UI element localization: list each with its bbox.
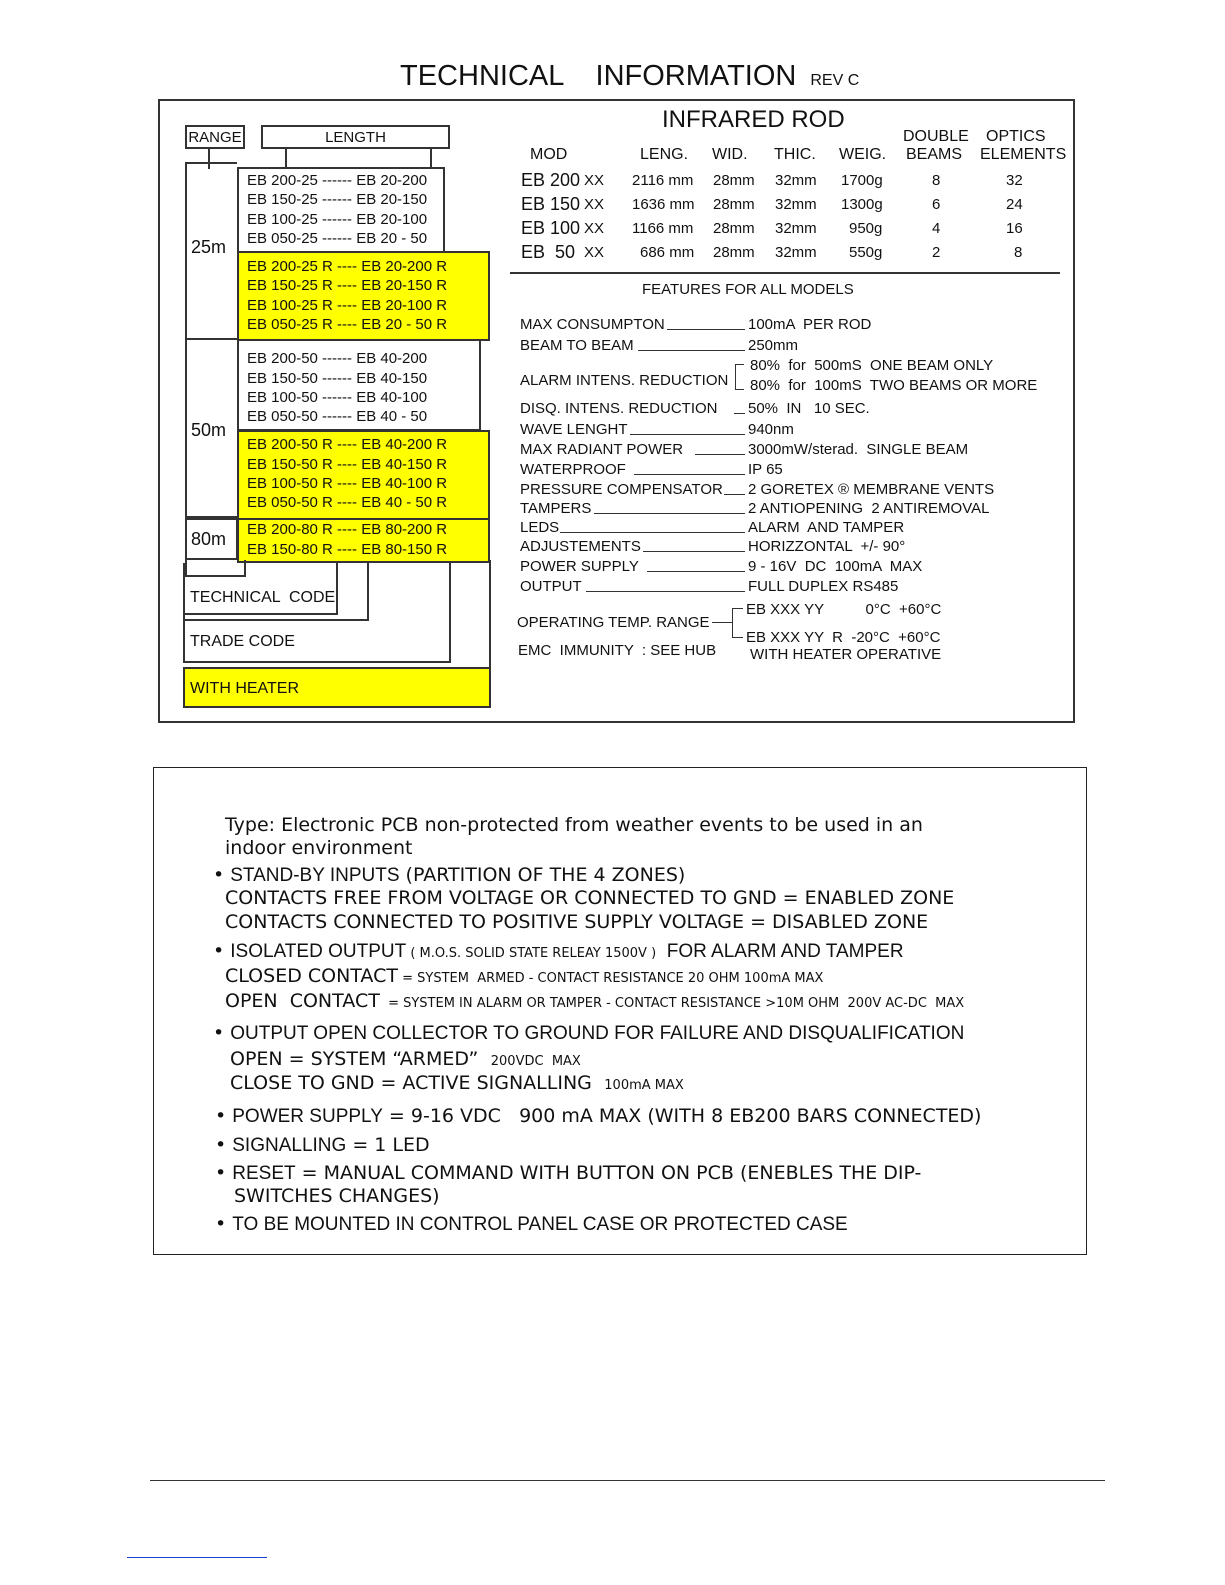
feature-key: BEAM TO BEAM bbox=[520, 337, 634, 354]
with-heater-side bbox=[489, 560, 491, 670]
closed-contact-line bbox=[225, 965, 823, 990]
col-beams-2: BEAMS bbox=[906, 146, 963, 163]
cell-beams: 4 bbox=[932, 220, 941, 237]
col-optics-1: OPTICS bbox=[986, 128, 1046, 145]
code-line: EB 200-50 ------ EB 40-200 bbox=[247, 350, 428, 367]
code-line-heater: EB 150-50 R ---- EB 40-150 R bbox=[247, 456, 448, 473]
bullet: • bbox=[215, 1134, 233, 1156]
bullet: • bbox=[213, 864, 231, 886]
feature-value: IP 65 bbox=[748, 461, 783, 478]
feature-value: 250mm bbox=[748, 337, 799, 354]
trade-code-label: TRADE CODE bbox=[190, 633, 295, 650]
length-header bbox=[261, 125, 450, 149]
ps-key: POWER SUPPLY bbox=[232, 1106, 383, 1127]
col-thic: THIC. bbox=[774, 146, 816, 163]
cell-optics: 24 bbox=[1006, 196, 1023, 213]
oc-line-2 bbox=[230, 1072, 684, 1097]
page-title bbox=[400, 60, 859, 93]
leader-line bbox=[695, 454, 745, 455]
feature-value: 9 - 16V DC 100mA MAX bbox=[748, 558, 923, 575]
open-contact-line bbox=[225, 990, 964, 1015]
range-header bbox=[185, 125, 245, 149]
feature-key: OUTPUT bbox=[520, 578, 582, 595]
cell-wid: 28mm bbox=[713, 220, 755, 237]
cell-optics: 32 bbox=[1006, 172, 1023, 189]
open-key: OPEN CONTACT bbox=[225, 990, 380, 1012]
feature-key: MAX RADIANT POWER bbox=[520, 441, 684, 458]
code-line-heater: EB 100-50 R ---- EB 40-100 R bbox=[247, 475, 448, 492]
cell-beams: 6 bbox=[932, 196, 941, 213]
cell-weig: 1300g bbox=[841, 196, 883, 213]
leader-line bbox=[647, 571, 745, 572]
cell-xx: XX bbox=[584, 244, 605, 261]
col-mod: MOD bbox=[530, 146, 568, 163]
oc-open-spec: 200VDC MAX bbox=[478, 1054, 581, 1069]
code-line-heater: EB 150-25 R ---- EB 20-150 R bbox=[247, 277, 448, 294]
mount-text: TO BE MOUNTED IN CONTROL PANEL CASE OR PROTECTED CASE bbox=[232, 1214, 848, 1235]
standby-line-2: CONTACTS CONNECTED TO POSITIVE SUPPLY VOLTAGE = DISABLED ZONE bbox=[225, 911, 929, 933]
iso-title: ISOLATED OUTPUT bbox=[230, 941, 407, 962]
type-line-1: Type: Electronic PCB non-protected from weather events to be used in an bbox=[225, 814, 923, 836]
iso-sub: ( M.O.S. SOLID STATE RELEAY 1500V ) bbox=[406, 946, 657, 961]
cell-wid: 28mm bbox=[713, 172, 755, 189]
title-text: TECHNICAL INFORMATION bbox=[400, 60, 797, 92]
cell-xx: XX bbox=[584, 220, 605, 237]
closed-key: CLOSED CONTACT bbox=[225, 965, 398, 987]
feature-key: PRESSURE COMPENSATOR bbox=[520, 481, 723, 498]
cell-optics: 16 bbox=[1006, 220, 1023, 237]
bullet: • bbox=[215, 1213, 233, 1235]
cell-leng: 1166 mm bbox=[632, 220, 694, 237]
signalling-line bbox=[215, 1134, 430, 1157]
code-line: EB 150-25 ------ EB 20-150 bbox=[247, 191, 428, 208]
cell-xx: XX bbox=[584, 172, 605, 189]
oc-line-1 bbox=[230, 1048, 581, 1073]
technical-code-label: TECHNICAL CODE bbox=[190, 589, 336, 606]
length-label: LENGTH bbox=[325, 129, 386, 146]
code-line-heater: EB 150-80 R ---- EB 80-150 R bbox=[247, 541, 448, 558]
code-line-heater: EB 050-50 R ---- EB 40 - 50 R bbox=[247, 494, 448, 511]
leader-line bbox=[560, 532, 745, 533]
code-line-heater: EB 200-25 R ---- EB 20-200 R bbox=[247, 258, 448, 275]
cell-mod: EB 150 bbox=[521, 194, 581, 214]
cell-thic: 32mm bbox=[775, 220, 817, 237]
cell-thic: 32mm bbox=[775, 172, 817, 189]
feature-value: 50% IN 10 SEC. bbox=[748, 400, 870, 417]
leader-line bbox=[586, 591, 745, 592]
code-line: EB 100-25 ------ EB 20-100 bbox=[247, 211, 428, 228]
col-leng: LENG. bbox=[640, 146, 689, 163]
standby-heading bbox=[213, 864, 685, 887]
bullet: • bbox=[215, 1105, 233, 1127]
leader-line bbox=[667, 329, 745, 330]
code-line-heater: EB 050-25 R ---- EB 20 - 50 R bbox=[247, 316, 448, 333]
feature-value: 80% for 500mS ONE BEAM ONLY bbox=[750, 357, 994, 374]
bracket bbox=[735, 364, 744, 390]
feature-key: DISQ. INTENS. REDUCTION bbox=[520, 400, 718, 417]
code-line: EB 150-50 ------ EB 40-150 bbox=[247, 370, 428, 387]
code-line-heater: EB 200-50 R ---- EB 40-200 R bbox=[247, 436, 448, 453]
feature-value: FULL DUPLEX RS485 bbox=[748, 578, 899, 595]
feature-key: LEDS bbox=[520, 519, 560, 536]
type-line-2: indoor environment bbox=[225, 837, 413, 859]
leader-line bbox=[594, 513, 745, 514]
iso-heading bbox=[213, 940, 904, 965]
cell-beams: 2 bbox=[932, 244, 941, 261]
cell-weig: 950g bbox=[849, 220, 883, 237]
op-temp-value-3: WITH HEATER OPERATIVE bbox=[750, 646, 942, 663]
open-value: = SYSTEM IN ALARM OR TAMPER - CONTACT RESISTANCE >10M OHM 200V AC-DC MAX bbox=[379, 996, 965, 1011]
sig-key: SIGNALLING bbox=[232, 1135, 347, 1156]
sig-value: = 1 LED bbox=[346, 1134, 430, 1156]
op-temp-label: OPERATING TEMP. RANGE bbox=[517, 614, 710, 631]
cell-leng: 2116 mm bbox=[632, 172, 694, 189]
code-line-heater: EB 200-80 R ---- EB 80-200 R bbox=[247, 521, 448, 538]
col-wid: WID. bbox=[712, 146, 748, 163]
bullet: • bbox=[213, 940, 231, 962]
bullet: • bbox=[213, 1022, 231, 1044]
leader-line bbox=[643, 551, 745, 552]
code-line-heater: EB 100-25 R ---- EB 20-100 R bbox=[247, 297, 448, 314]
code-line: EB 050-25 ------ EB 20 - 50 bbox=[247, 230, 428, 247]
op-temp-bracket bbox=[732, 608, 743, 638]
cell-optics: 8 bbox=[1014, 244, 1023, 261]
table-divider bbox=[510, 272, 1060, 274]
cell-weig: 550g bbox=[849, 244, 883, 261]
oc-open: OPEN = SYSTEM “ARMED” bbox=[230, 1048, 479, 1070]
feature-value: 80% for 100mS TWO BEAMS OR MORE bbox=[750, 377, 1038, 394]
feature-key: WATERPROOF bbox=[520, 461, 626, 478]
feature-value: 2 GORETEX ® MEMBRANE VENTS bbox=[748, 481, 995, 498]
feature-value: HORIZZONTAL +/- 90° bbox=[748, 538, 906, 555]
feature-key: MAX CONSUMPTON bbox=[520, 316, 665, 333]
leader-line bbox=[634, 474, 745, 475]
op-temp-value-1: EB XXX YY 0°C +60°C bbox=[746, 601, 942, 618]
cell-weig: 1700g bbox=[841, 172, 883, 189]
feature-value: 2 ANTIOPENING 2 ANTIREMOVAL bbox=[748, 500, 990, 517]
cell-mod: EB 50 bbox=[521, 242, 576, 262]
range-25m-label: 25m bbox=[191, 237, 227, 257]
cell-mod: EB 100 bbox=[521, 218, 581, 238]
cell-mod: EB 200 bbox=[521, 170, 581, 190]
bullet: • bbox=[215, 1162, 233, 1184]
footer-rule bbox=[150, 1480, 1105, 1481]
oc-heading bbox=[213, 1022, 964, 1045]
reset-line-2: SWITCHES CHANGES) bbox=[234, 1185, 440, 1207]
col-optics-2: ELEMENTS bbox=[980, 146, 1067, 163]
leader-line bbox=[638, 350, 745, 351]
reset-value: = MANUAL COMMAND WITH BUTTON ON PCB (ENEBLES THE DIP- bbox=[295, 1162, 922, 1184]
code-line: EB 100-50 ------ EB 40-100 bbox=[247, 389, 428, 406]
col-beams-1: DOUBLE bbox=[903, 128, 969, 145]
revision-label: REV C bbox=[810, 72, 860, 89]
closed-value: = SYSTEM ARMED - CONTACT RESISTANCE 20 OHM 100mA MAX bbox=[397, 971, 824, 986]
range-label: RANGE bbox=[188, 129, 242, 146]
emc-note: EMC IMMUNITY : SEE HUB bbox=[518, 642, 717, 659]
cell-leng: 686 mm bbox=[640, 244, 695, 261]
power-supply-line bbox=[215, 1105, 981, 1128]
standby-sub: (PARTITION OF THE 4 ZONES) bbox=[399, 864, 686, 886]
leader-line bbox=[724, 494, 745, 495]
feature-value: 100mA PER ROD bbox=[748, 316, 872, 333]
cell-thic: 32mm bbox=[775, 196, 817, 213]
cell-wid: 28mm bbox=[713, 196, 755, 213]
feature-value: 3000mW/sterad. SINGLE BEAM bbox=[748, 441, 969, 458]
col-weig: WEIG. bbox=[839, 146, 887, 163]
reset-key: RESET bbox=[232, 1163, 296, 1184]
oc-close-spec: 100mA MAX bbox=[591, 1078, 684, 1093]
feature-key: ALARM INTENS. REDUCTION bbox=[520, 372, 729, 389]
leader-line bbox=[630, 434, 745, 435]
feature-key: WAVE LENGHT bbox=[520, 421, 628, 438]
op-temp-value-2: EB XXX YY R -20°C +60°C bbox=[746, 629, 941, 646]
code-line: EB 050-50 ------ EB 40 - 50 bbox=[247, 408, 428, 425]
cell-beams: 8 bbox=[932, 172, 941, 189]
features-title: FEATURES FOR ALL MODELS bbox=[642, 281, 854, 298]
cell-wid: 28mm bbox=[713, 244, 755, 261]
standby-line-1: CONTACTS FREE FROM VOLTAGE OR CONNECTED TO GND = ENABLED ZONE bbox=[225, 887, 955, 909]
standby-title: STAND-BY INPUTS bbox=[230, 865, 400, 886]
code-line: EB 200-25 ------ EB 20-200 bbox=[247, 172, 428, 189]
iso-tail: FOR ALARM AND TAMPER bbox=[656, 941, 904, 962]
feature-key: POWER SUPPLY bbox=[520, 558, 639, 575]
feature-value: ALARM AND TAMPER bbox=[748, 519, 905, 536]
feature-value: 940nm bbox=[748, 421, 794, 438]
range-50m-label: 50m bbox=[191, 420, 227, 440]
with-heater-label: WITH HEATER bbox=[190, 680, 300, 697]
reset-line bbox=[215, 1162, 921, 1185]
cell-leng: 1636 mm bbox=[632, 196, 695, 213]
feature-key: ADJUSTEMENTS bbox=[520, 538, 641, 555]
footer-link-underline[interactable] bbox=[127, 1557, 267, 1558]
rod-title: INFRARED ROD bbox=[662, 106, 845, 133]
oc-close: CLOSE TO GND = ACTIVE SIGNALLING bbox=[230, 1072, 592, 1094]
feature-key: TAMPERS bbox=[520, 500, 592, 517]
trade-code-side bbox=[449, 563, 451, 623]
leader-line bbox=[734, 413, 745, 414]
range-80m-label: 80m bbox=[191, 529, 227, 549]
cell-xx: XX bbox=[584, 196, 605, 213]
op-temp-leader bbox=[712, 622, 732, 623]
cell-thic: 32mm bbox=[775, 244, 817, 261]
ps-value: = 9-16 VDC 900 mA MAX (WITH 8 EB200 BARS CONNECTED) bbox=[382, 1105, 982, 1127]
mount-line bbox=[215, 1213, 848, 1236]
oc-title: OUTPUT OPEN COLLECTOR TO GROUND FOR FAILURE AND DISQUALIFICATION bbox=[230, 1023, 965, 1044]
